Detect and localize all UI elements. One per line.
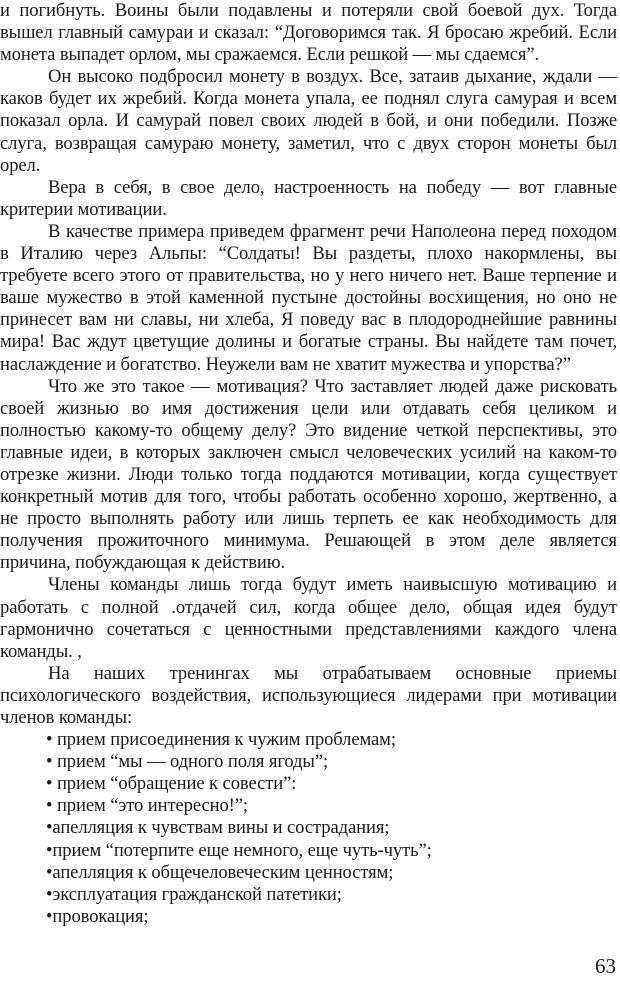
paragraph-faith: Вера в себя, в свое дело, настроенность на победу — вот главные критерии мотивации. [0,176,617,220]
paragraph-napoleon: В качестве примера приведем фрагмент речи Наполеона перед походом в Италию через Альпы: “Солдаты! Вы раздеты, плохо накормлены, вы требуете всего этого от правительства, но у него ничего нет. Ваше терпение и ваше мужество в этой каменной пустыне достойны восхищения, но оно не принесет вам ни славы, ни хлеба, Я поведу вас в плодороднейшие равнины мира! Вас ждут цветущие долины и богатые страны. Вы найдете там почет, наслаждение и богатство. Неужели вам не хватит мужества и упорства?” [0,220,617,375]
list-item: • прием “мы — одного поля ягоды”; [46,751,329,773]
list-item: •прием “потерпите еще немного, еще чуть-чуть”; [46,839,432,861]
list-item: •апелляция к общечеловеческим ценностям; [46,861,394,883]
list-item: •провокация; [46,905,149,927]
list-item: •эксплуатация гражданской патетики; [46,883,342,905]
page-number: 63 [595,954,616,978]
list-item: •апелляция к чувствам вины и сострадания; [46,817,390,839]
list-item: • прием “это интересно!”; [46,795,248,817]
paragraph-coin-toss: Он высоко подбросил монету в воздух. Все, затаив дыхание, ждали — каков будет их жребий. Когда монета упала, ее поднял слуга самурая и всем показал орла. И самурай повел своих людей в бой, и они победили. Позже слуга, возвращая самураю монету, заметил, что с двух сторон монеты был орел. [0,66,617,176]
paragraph-motivation-definition: Что же это такое — мотивация? Что заставляет людей даже рисковать своей жизнью во имя достижения цели или отдавать себя целиком и полностью какому-то общему делу? Это видение четкой перспективы, это главные идеи, в которых заключен смысл человеческих усилий на каком-то отрезке жизни. Люди только тогда поддаются мотивации, когда существует конкретный мотив для того, чтобы работать особенно хорошо, жертвенно, а не просто выполнять работу или лишь терпеть ее как необходимость для получения прожиточного минимума. Решающей в этом деле является причина, побуждающая к действию. [0,375,617,574]
paragraph-trainings: На наших тренингах мы отрабатываем основные приемы психологического воздействия, использующиеся лидерами при мотивации членов команды: [0,662,617,728]
paragraph-team-members: Члены команды лишь тогда будут иметь наивысшую мотивацию и работать с полной .отдачей сил, когда общее дело, общая идея будут гармонично сочетаться с ценностными представлениями каждого члена команды. , [0,574,617,662]
list-item: • прием “обращение к совести”: [46,773,297,795]
list-item: • прием присоединения к чужим проблемам; [46,729,396,751]
paragraph-samurai-intro: и погибнуть. Воины были подавлены и потеряли свой боевой дух. Тогда вышел главный самураи и сказал: “Договоримся так. Я бросаю жребий. Если монета выпадет орлом, мы сражаемся. Если решкой — мы сдаемся”. [0,0,617,66]
techniques-list [0,729,617,928]
